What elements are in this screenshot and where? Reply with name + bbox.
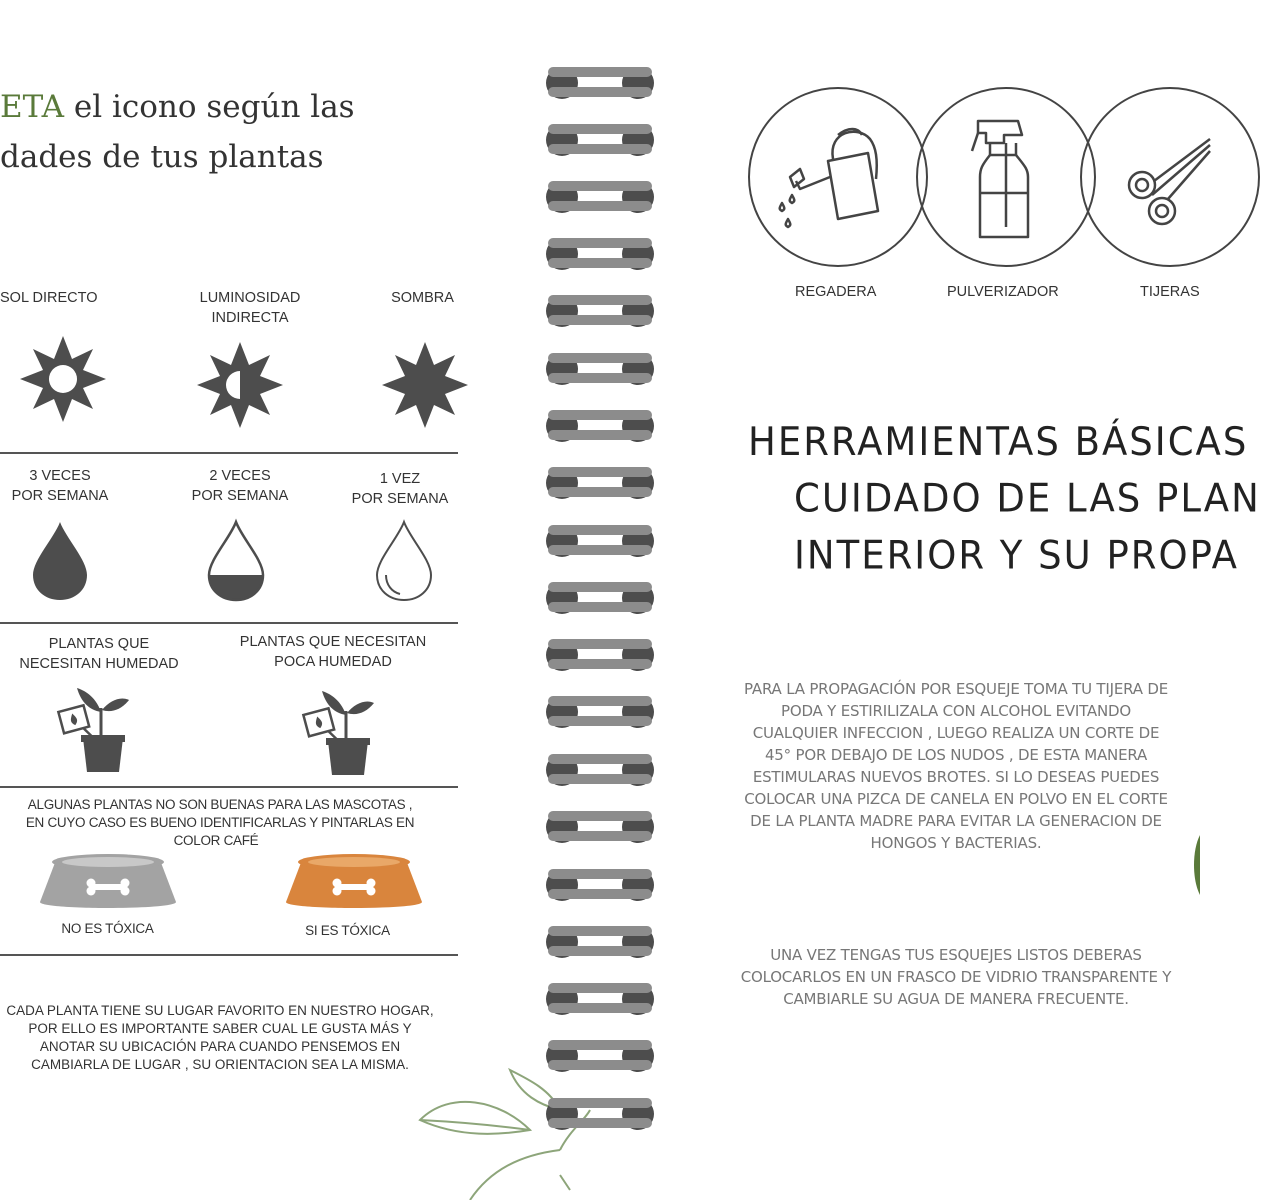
spiral-ring: [546, 582, 654, 614]
label-por-semana-2: POR SEMANA: [191, 488, 289, 504]
propagation-paragraph: PARA LA PROPAGACIÓN POR ESQUEJE TOMA TU TIJERA DE PODA Y ESTIRILIZALA CON ALCOHOL EVITANDO CUALQUIER INFECCION , LUEGO REALIZA UN CORTE DE 45° POR DEBAJO DE LOS NUDOS , DE ESTA MANERA ESTIMULARAS NUEVOS BROTES. SI LO DESEAS PUEDES COLOCAR UNA PIZCA DE CANELA EN POLVO EN EL CORTE DE LA PLANTA MADRE PARA EVITAR LA GENERACION DE HONGOS Y BACTERIAS.: [744, 680, 1168, 852]
spiral-ring: [546, 983, 654, 1015]
page-title: [0, 82, 355, 182]
tool-label-tijeras: TIJERAS: [1140, 284, 1200, 300]
label-3-veces: 3 VECES: [29, 468, 91, 484]
title-line-1: el icono según las: [64, 89, 355, 125]
pets-note-line-2: EN CUYO CASO ES BUENO IDENTIFICARLAS Y PINTARLAS EN: [25, 815, 415, 830]
section-heading: [748, 414, 1261, 584]
label-por-semana-3: POR SEMANA: [351, 491, 449, 507]
spiral-ring: [546, 353, 654, 385]
pets-note-line-3: COLOR CAFÉ: [173, 833, 259, 848]
spiral-ring: [546, 238, 654, 270]
divider: [0, 954, 458, 956]
label-poca-humedad: POCA HUMEDAD: [274, 654, 392, 670]
spiral-ring: [546, 467, 654, 499]
tool-circle-tijeras: [1080, 87, 1260, 267]
tool-circle-pulverizador: [916, 87, 1096, 267]
divider: [0, 452, 458, 454]
tool-circle-regadera: [748, 87, 928, 267]
tool-label-pulverizador: PULVERIZADOR: [947, 284, 1059, 300]
drop-full-icon: [30, 520, 90, 602]
spiral-rings: [540, 60, 660, 1140]
spiral-ring: [546, 67, 654, 99]
spiral-ring: [546, 525, 654, 557]
divider: [0, 622, 458, 624]
leaf-edge-icon: [1192, 835, 1200, 895]
label-2-veces: 2 VECES: [209, 468, 271, 484]
spiral-ring: [546, 410, 654, 442]
pets-note-line-1: ALGUNAS PLANTAS NO SON BUENAS PARA LAS MASCOTAS ,: [27, 797, 413, 812]
spiral-ring: [546, 869, 654, 901]
label-luminosidad: LUMINOSIDAD: [199, 290, 301, 306]
pet-bowl-non-toxic-icon: [38, 852, 178, 914]
title-accent: ETA: [0, 89, 64, 125]
label-plantas-que: PLANTAS QUE: [48, 636, 150, 652]
spiral-ring: [546, 926, 654, 958]
spiral-ring: [546, 811, 654, 843]
label-sombra: SOMBRA: [391, 290, 454, 306]
spiral-ring: [546, 639, 654, 671]
sun-half-icon: [195, 340, 285, 430]
label-plantas-que-necesitan: PLANTAS QUE NECESITAN: [239, 634, 427, 650]
spiral-ring: [546, 181, 654, 213]
plant-pot-icon: [300, 683, 380, 778]
spiral-ring: [546, 696, 654, 728]
label-no-es-toxica: NO ES TÓXICA: [61, 921, 154, 936]
divider: [0, 786, 458, 788]
heading-line-3: INTERIOR Y SU PROPA: [794, 532, 1239, 578]
drop-empty-icon: [374, 520, 434, 602]
spiral-ring: [546, 754, 654, 786]
pet-bowl-toxic-icon: [284, 852, 424, 914]
heading-line-1: HERRAMIENTAS BÁSICAS: [748, 419, 1249, 465]
label-sol-directo: SOL DIRECTO: [0, 290, 98, 306]
label-1-vez: 1 VEZ: [379, 471, 421, 487]
heading-line-2: CUIDADO DE LAS PLAN: [794, 475, 1261, 522]
spiral-ring: [546, 1040, 654, 1072]
spiral-ring: [546, 1098, 654, 1130]
spiral-ring: [546, 124, 654, 156]
sun-dark-icon: [380, 340, 470, 430]
label-necesitan-humedad: NECESITAN HUMEDAD: [19, 656, 179, 672]
sun-full-icon: [18, 334, 108, 424]
tool-label-regadera: REGADERA: [795, 284, 877, 300]
spiral-ring: [546, 295, 654, 327]
title-line-2: dades de tus plantas: [0, 139, 324, 175]
scissors-icon: [1122, 129, 1212, 229]
label-si-es-toxica: SI ES TÓXICA: [305, 923, 390, 938]
footer-paragraph: CADA PLANTA TIENE SU LUGAR FAVORITO EN NUESTRO HOGAR, POR ELLO ES IMPORTANTE SABER CUAL LE GUSTA MÁS Y ANOTAR SU UBICACIÓN PARA CUANDO PENSEMOS EN CAMBIARLA DE LUGAR , SU ORIENTACION SEA LA MISMA.: [6, 1003, 434, 1072]
watering-can-icon: [778, 119, 898, 239]
water-jar-paragraph: UNA VEZ TENGAS TUS ESQUEJES LISTOS DEBERAS COLOCARLOS EN UN FRASCO DE VIDRIO TRANSPARENTE Y CAMBIARLE SU AGUA DE MANERA FRECUENTE.: [740, 946, 1172, 1008]
drop-half-icon: [206, 520, 266, 602]
spray-bottle-icon: [968, 115, 1048, 245]
label-indirecta: INDIRECTA: [211, 310, 289, 326]
plant-pot-icon: [55, 680, 135, 775]
label-por-semana-1: POR SEMANA: [11, 488, 109, 504]
